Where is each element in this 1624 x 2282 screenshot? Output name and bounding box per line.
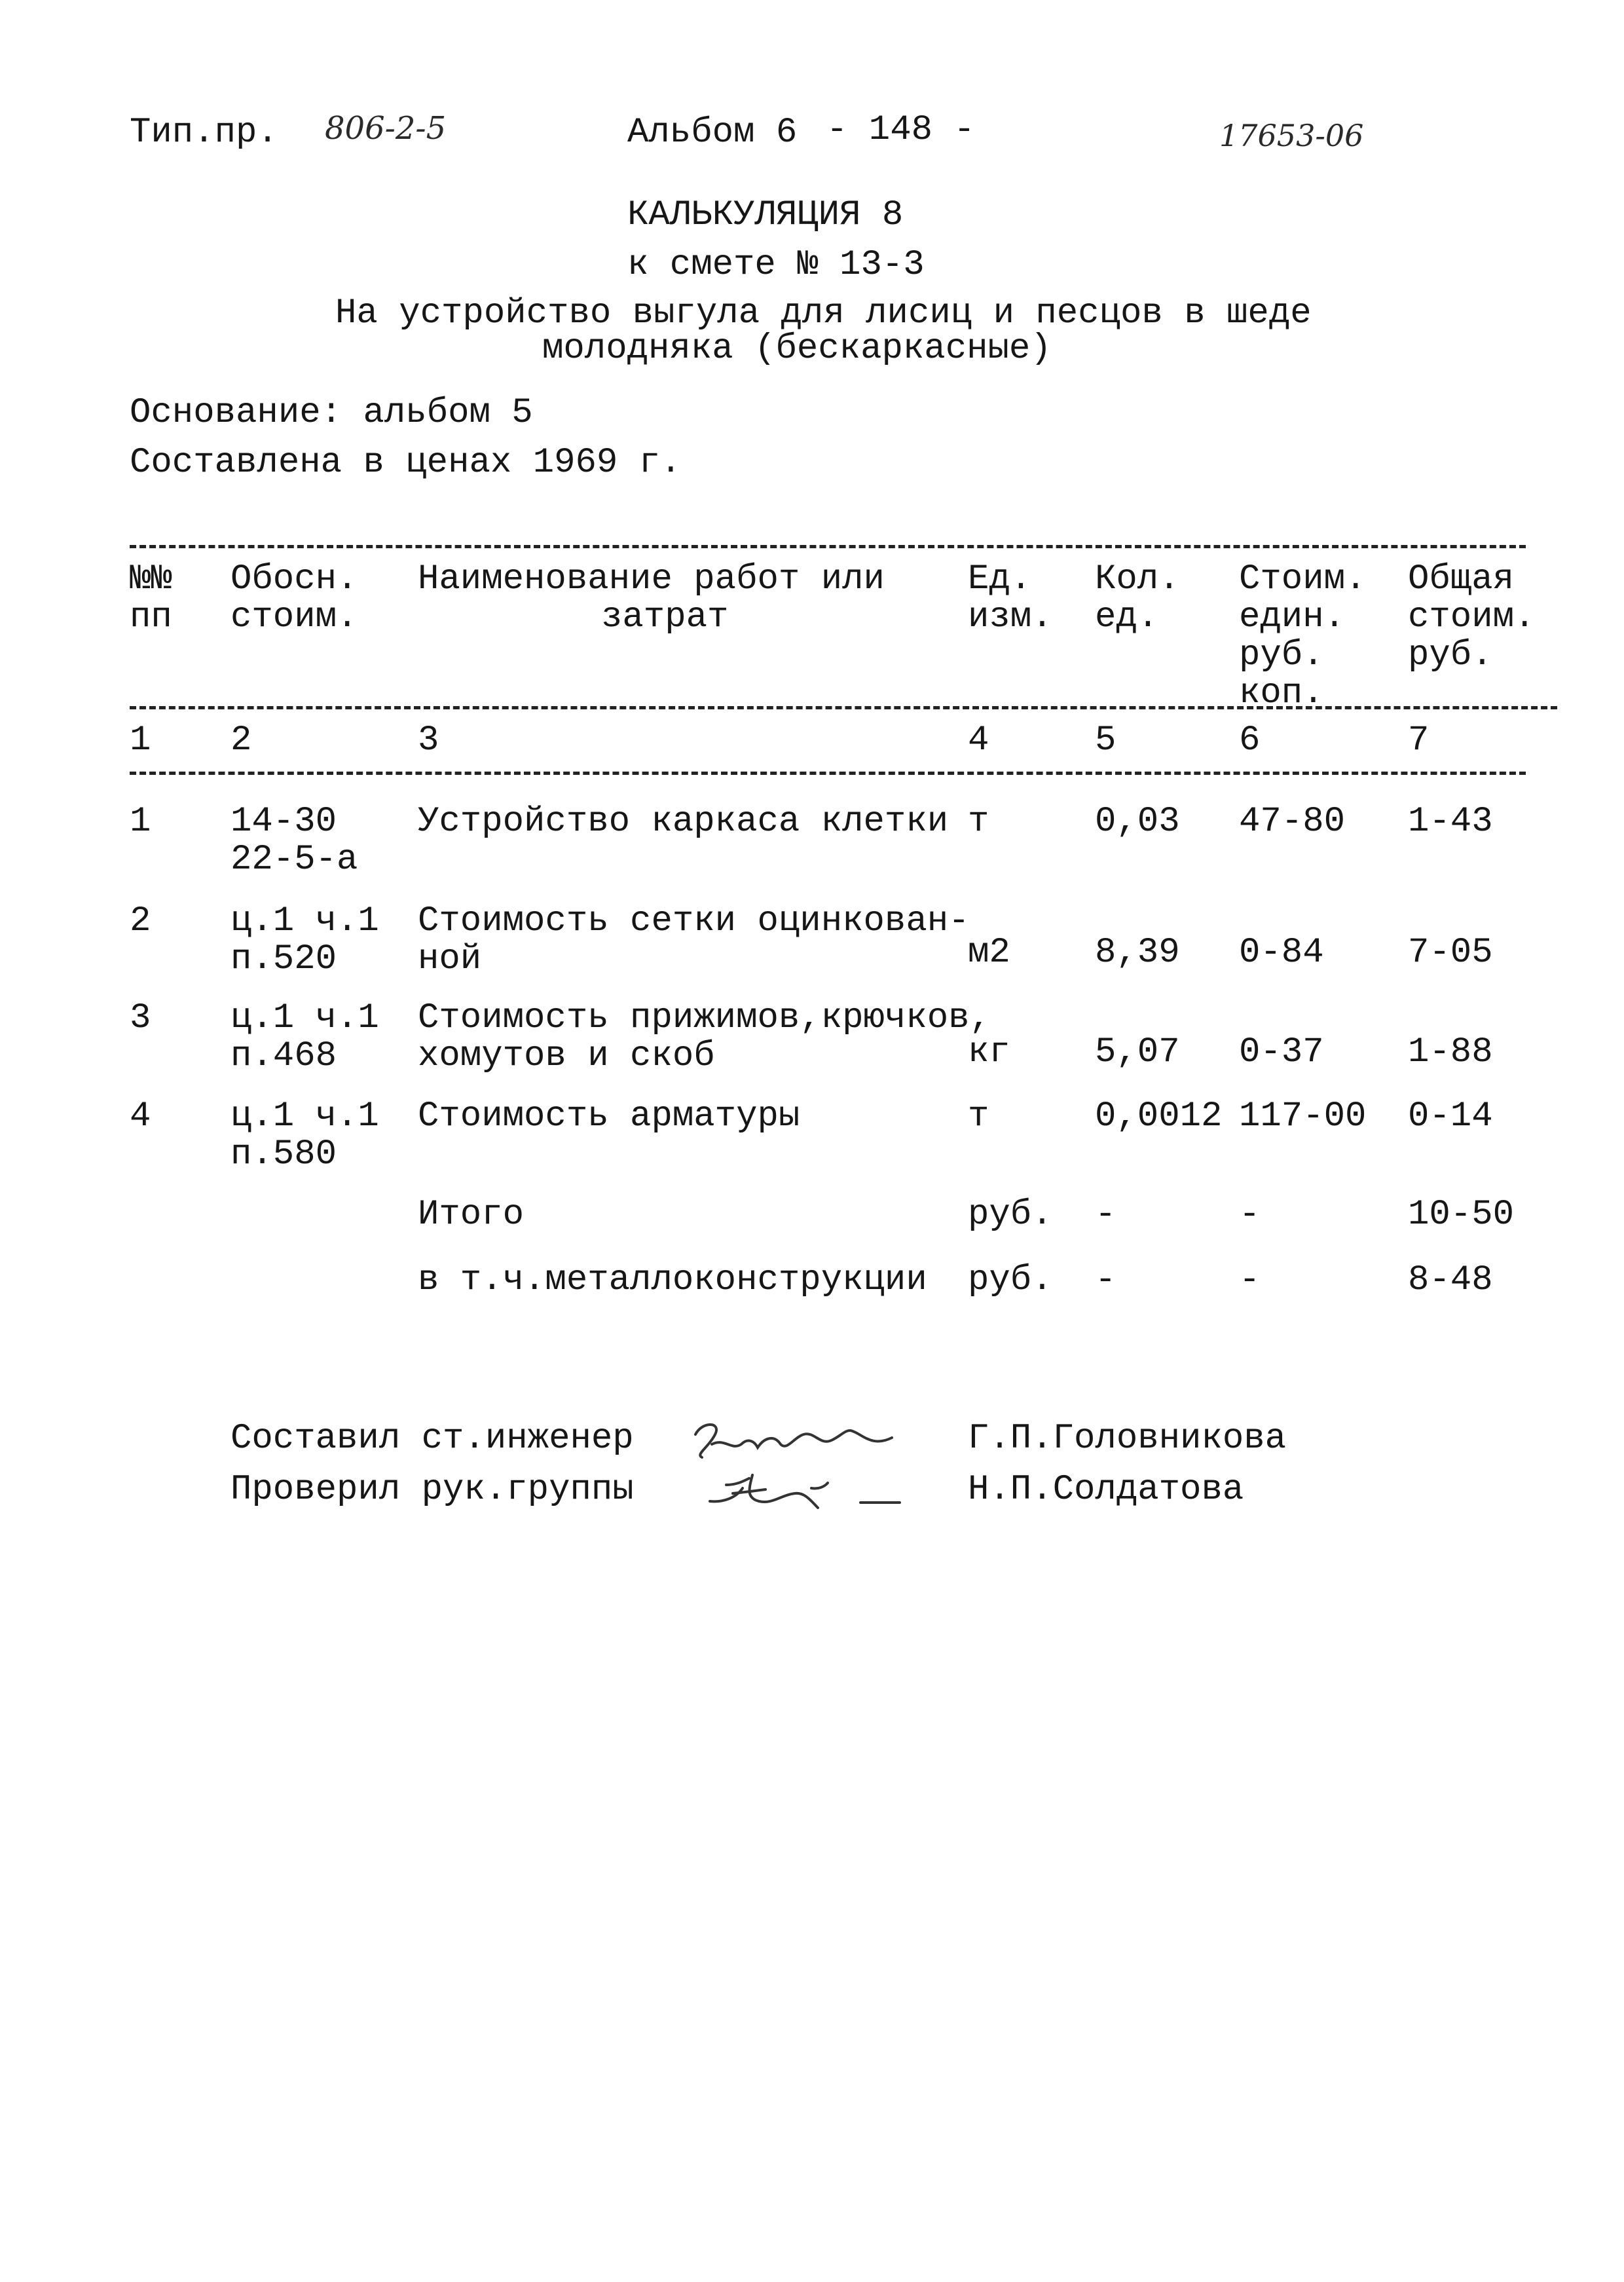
row-unit: м2 — [968, 933, 1010, 973]
row-quantity: 0,0012 — [1095, 1096, 1223, 1136]
album-label: Альбом 6 — [627, 113, 798, 153]
row-number: 4 — [130, 1096, 151, 1136]
metal-structures-quantity: - — [1095, 1260, 1116, 1300]
totals-label: Итого — [418, 1195, 525, 1235]
header-col-3-line2: затрат — [601, 597, 729, 637]
row-number: 1 — [130, 802, 151, 842]
row-quantity: 8,39 — [1095, 933, 1180, 973]
metal-structures-value: 8-48 — [1408, 1260, 1493, 1300]
row-unit: кг — [968, 1032, 1010, 1072]
header-col-5: Кол. ед. — [1095, 559, 1180, 637]
header-col-6: Стоим. един. руб. коп. — [1239, 559, 1367, 713]
row-total: 1-43 — [1408, 802, 1493, 842]
header-col-3: Наименование работ или — [418, 559, 885, 599]
row-name: Стоимость сетки оцинкован- ной — [418, 901, 970, 979]
metal-structures-label: в т.ч.металлоконструкции — [418, 1260, 927, 1300]
column-number: 2 — [231, 720, 252, 760]
totals-quantity: - — [1095, 1195, 1116, 1235]
totals-unit: руб. — [968, 1195, 1053, 1235]
estimate-reference: к смете № 13-3 — [627, 245, 925, 285]
metal-structures-unit: руб. — [968, 1260, 1053, 1300]
column-number: 6 — [1239, 720, 1261, 760]
row-unit-price: 117-00 — [1239, 1096, 1367, 1136]
header-col-7: Общая стоим. руб. — [1408, 559, 1536, 675]
row-name: Устройство каркаса клетки — [418, 802, 949, 842]
header-col-2: Обосн. стоим. — [231, 559, 358, 637]
subject-line-2: молодняка (бескаркасные) — [542, 329, 1052, 369]
compiled-by-name: Г.П.Головникова — [968, 1419, 1287, 1459]
column-number: 5 — [1095, 720, 1116, 760]
calculation-title: КАЛЬКУЛЯЦИЯ 8 — [627, 195, 904, 235]
row-quantity: 5,07 — [1095, 1032, 1180, 1072]
column-number: 4 — [968, 720, 989, 760]
page-number: - 148 - — [826, 110, 975, 150]
subject-line-1: На устройство выгула для лисиц и песцов в шеде — [335, 293, 1312, 333]
column-number: 1 — [130, 720, 151, 760]
row-basis: ц.1 ч.1 п.520 — [231, 901, 379, 979]
row-number: 3 — [130, 998, 151, 1038]
row-unit-price: 0-37 — [1239, 1032, 1324, 1072]
row-basis: 14-30 22-5-а — [231, 802, 358, 880]
signature-compiled — [676, 1408, 925, 1467]
totals-value: 10-50 — [1408, 1195, 1515, 1235]
prices-line: Составлена в ценах 1969 г. — [130, 443, 682, 483]
table-rule-numbers — [130, 772, 1526, 775]
column-number: 3 — [418, 720, 439, 760]
table-rule-top — [130, 545, 1526, 548]
totals-unit-price: - — [1239, 1195, 1261, 1235]
row-name: Стоимость арматуры — [418, 1096, 800, 1136]
metal-structures-unit-price: - — [1239, 1260, 1261, 1300]
header-col-4: Ед. изм. — [968, 559, 1053, 637]
row-number: 2 — [130, 901, 151, 941]
checked-by-role: Проверил рук.группы — [231, 1470, 634, 1510]
row-name: Стоимость прижимов,крючков, хомутов и скоб — [418, 998, 991, 1076]
project-label: Тип.пр. — [130, 113, 278, 153]
row-quantity: 0,03 — [1095, 802, 1180, 842]
document-number: 17653-06 — [1219, 118, 1364, 153]
row-total: 7-05 — [1408, 933, 1493, 973]
signature-checked — [697, 1462, 919, 1521]
project-code: 806-2-5 — [325, 110, 447, 147]
row-unit-price: 0-84 — [1239, 933, 1324, 973]
row-total: 0-14 — [1408, 1096, 1493, 1136]
row-total: 1-88 — [1408, 1032, 1493, 1072]
row-basis: ц.1 ч.1 п.468 — [231, 998, 379, 1076]
compiled-by-role: Составил ст.инженер — [231, 1419, 634, 1459]
row-unit: т — [968, 1096, 989, 1136]
row-basis: ц.1 ч.1 п.580 — [231, 1096, 379, 1174]
row-unit-price: 47-80 — [1239, 802, 1346, 842]
checked-by-name: Н.П.Солдатова — [968, 1470, 1244, 1510]
column-number: 7 — [1408, 720, 1430, 760]
basis-line: Основание: альбом 5 — [130, 393, 533, 433]
row-unit: т — [968, 802, 989, 842]
header-col-1: №№ пп — [130, 559, 172, 637]
